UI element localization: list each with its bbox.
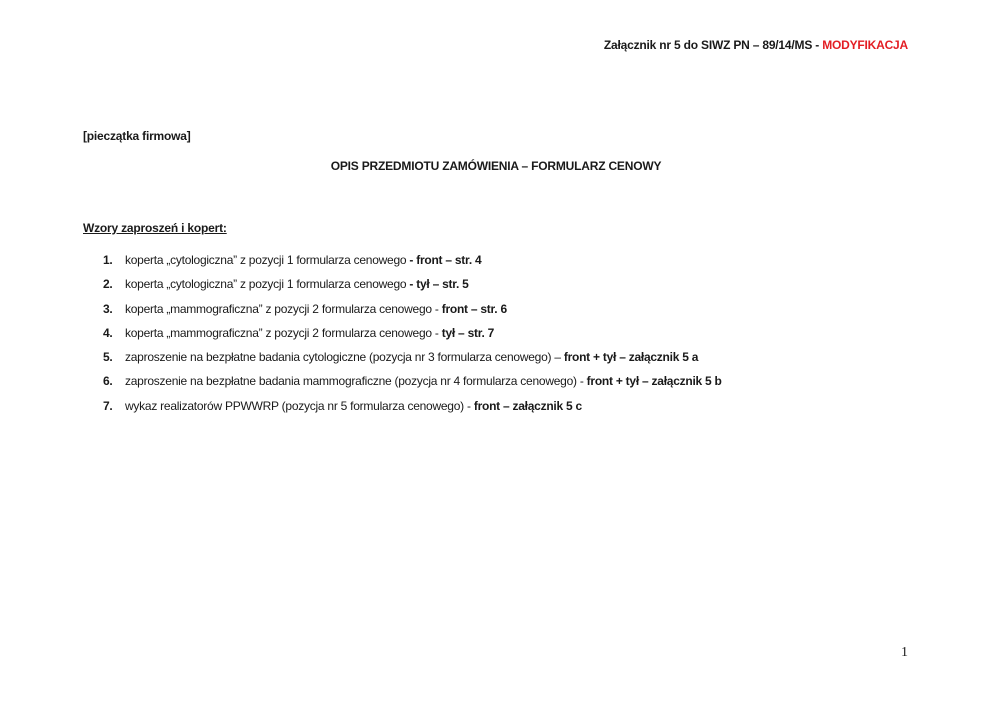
list-item [103, 369, 722, 393]
attachment-reference [604, 38, 908, 52]
item-reference: - front – str. 4 [409, 253, 482, 267]
item-text: zaproszenie na bezpłatne badania mammograficzne (pozycja nr 4 formularza cenowego) - [125, 374, 587, 389]
attachment-reference-text: Załącznik nr 5 do SIWZ PN – 89/14/MS - [603, 38, 823, 52]
item-number: 5. [103, 350, 113, 365]
item-text: koperta „mammograficzna” z pozycji 2 formularza cenowego - [125, 325, 442, 340]
section-heading: Wzory zaproszeń i kopert: [83, 221, 227, 235]
item-number: 2. [103, 277, 113, 292]
item-reference: tył – str. 7 [441, 325, 495, 340]
list-item [103, 248, 722, 272]
item-reference: front + tył – załącznik 5 b [586, 374, 722, 389]
item-number: 4. [103, 325, 113, 340]
item-list [103, 248, 722, 418]
list-item [103, 345, 722, 369]
item-text: koperta „mammograficzna” z pozycji 2 formularza cenowego - [125, 301, 442, 316]
page-number: 1 [901, 645, 908, 660]
item-text: zaproszenie na bezpłatne badania cytologiczne (pozycja nr 3 formularza cenowego) – [125, 350, 564, 365]
item-number: 7. [103, 398, 113, 413]
item-reference: front – str. 6 [441, 301, 507, 316]
item-number: 1. [103, 253, 113, 267]
item-reference: front + tył – załącznik 5 a [563, 350, 699, 365]
list-item [103, 272, 722, 296]
list-item [103, 394, 722, 418]
item-reference: - tył – str. 5 [406, 277, 469, 292]
item-text: koperta „cytologiczna” z pozycji 1 formularza cenowego [125, 277, 407, 292]
modification-label: MODYFIKACJA [822, 38, 908, 52]
document-title: OPIS PRZEDMIOTU ZAMÓWIENIA – FORMULARZ CENOWY [330, 159, 662, 173]
list-item [103, 297, 722, 321]
company-stamp-label: [pieczątka firmowa] [83, 129, 191, 143]
item-text: koperta „cytologiczna” z pozycji 1 formularza cenowego [125, 253, 410, 267]
item-number: 3. [103, 301, 113, 316]
item-number: 6. [103, 374, 113, 389]
item-reference: front – załącznik 5 c [473, 398, 582, 413]
item-text: wykaz realizatorów PPWWRP (pozycja nr 5 formularza cenowego) - [125, 398, 474, 413]
list-item [103, 321, 722, 345]
